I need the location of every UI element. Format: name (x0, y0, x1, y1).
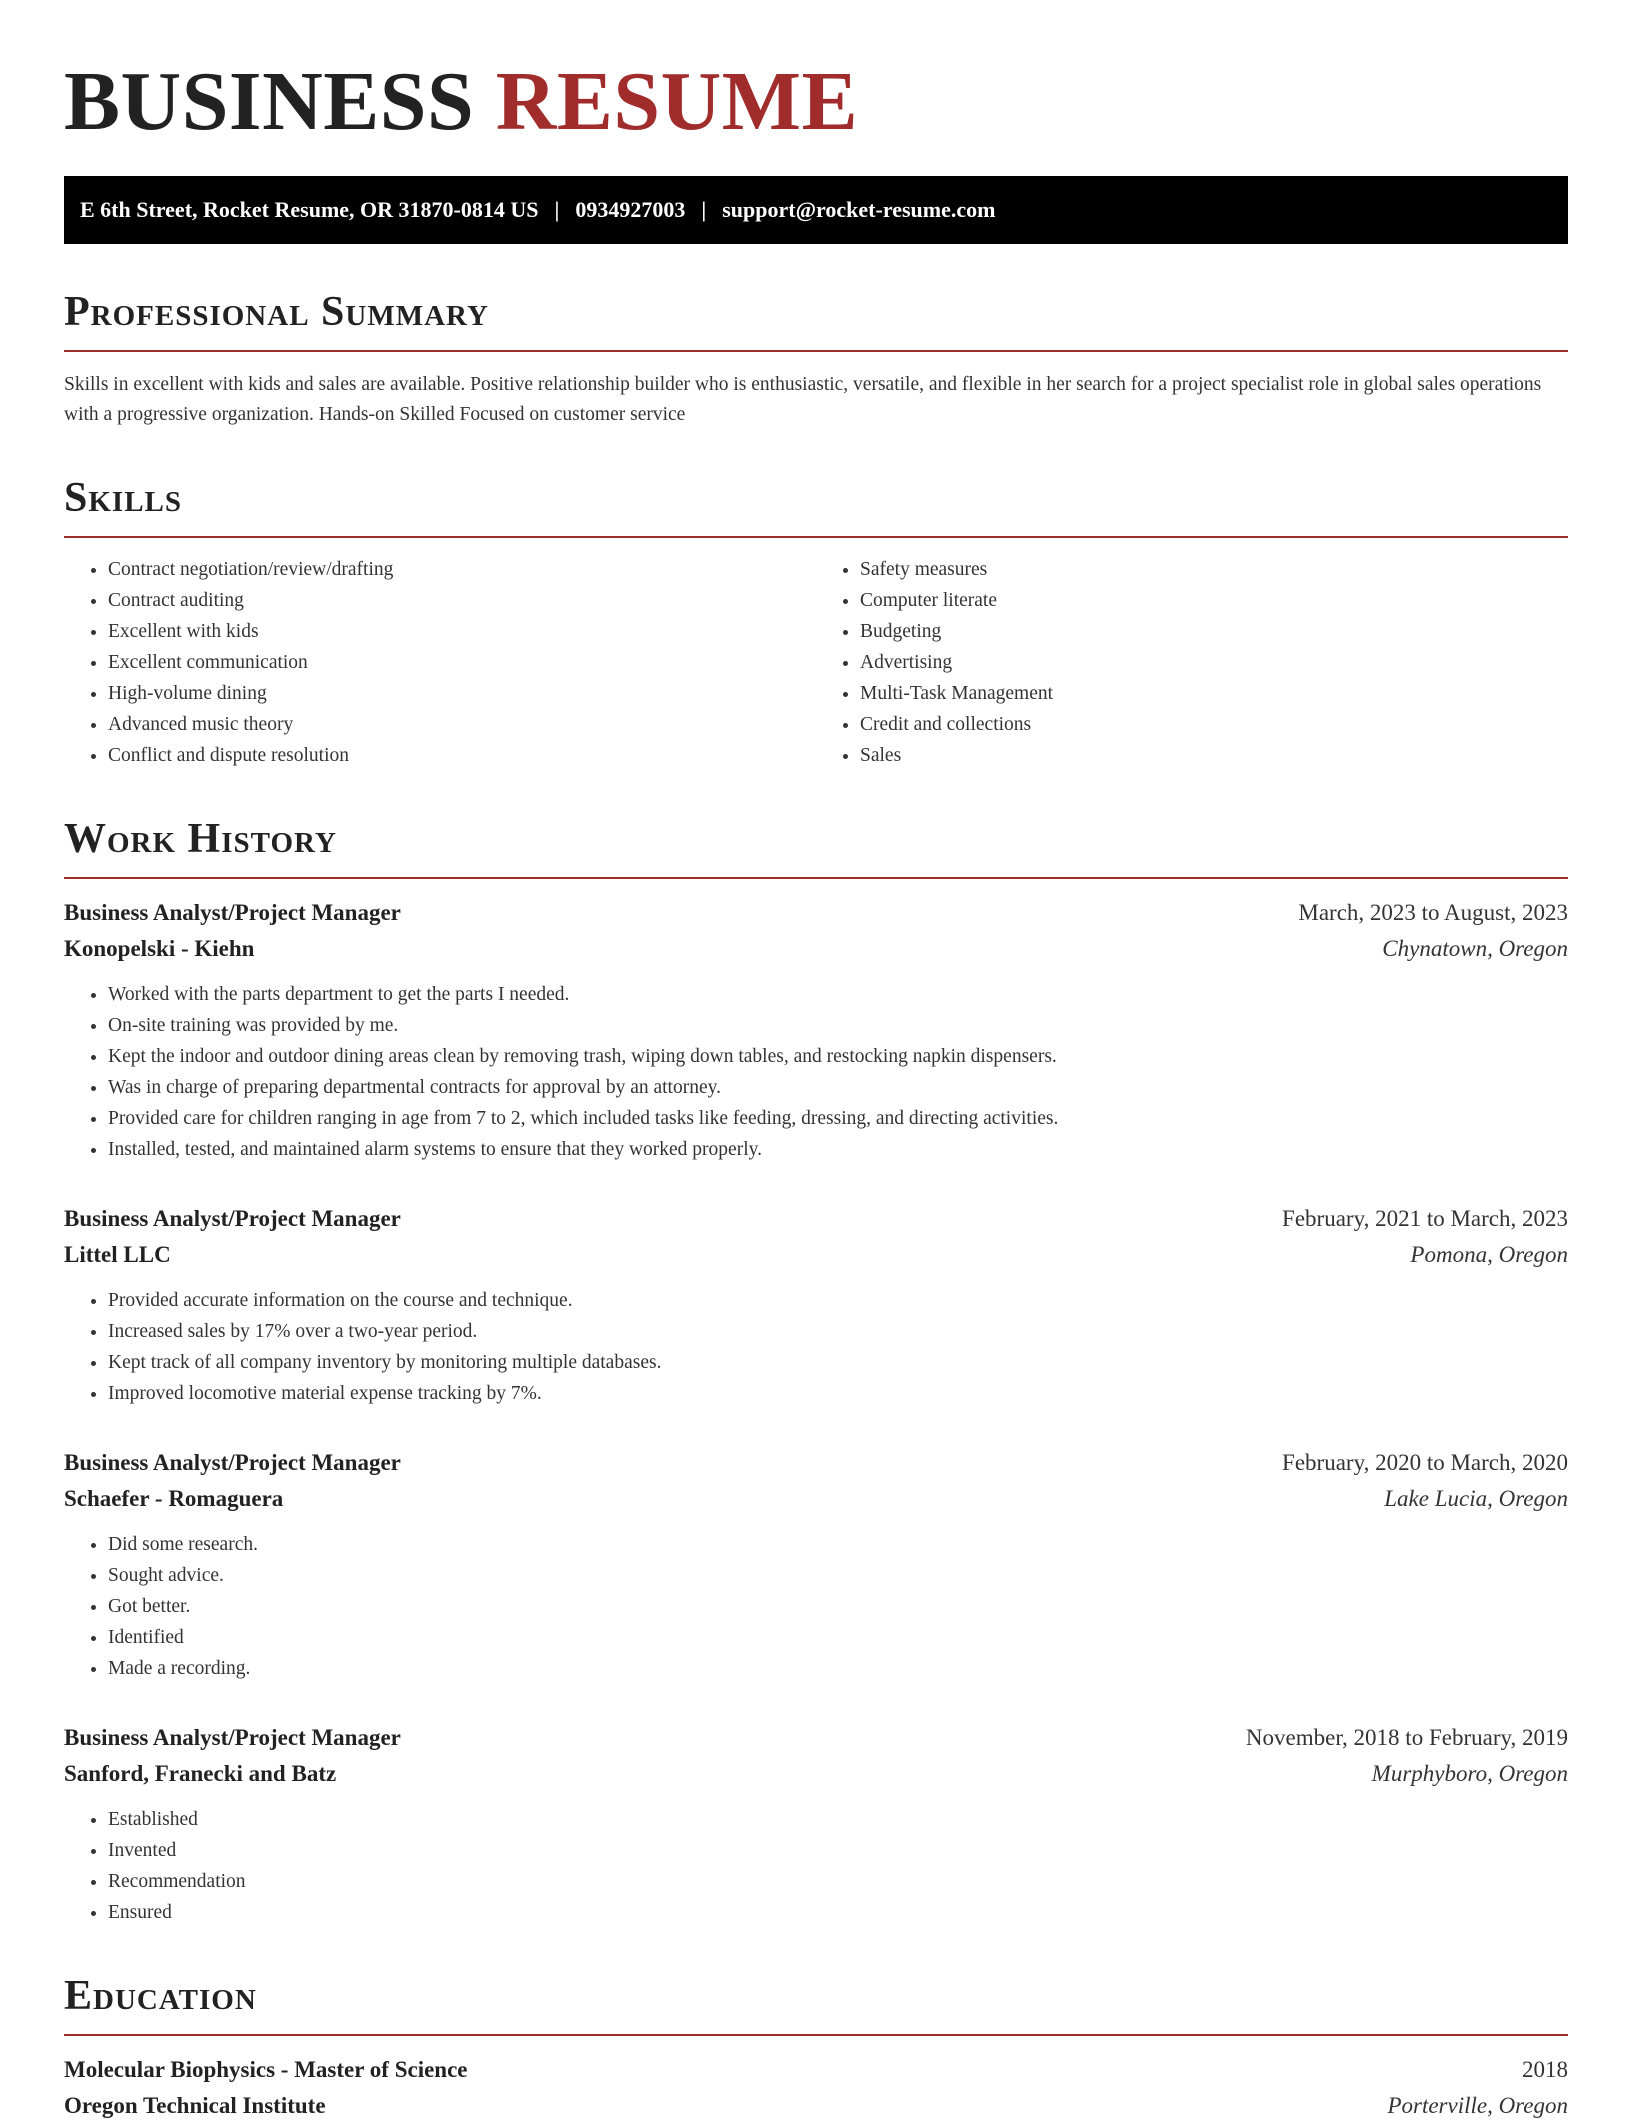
job-bullet: • Was in charge of preparing departmental contracts for approval by an attorney. (108, 1072, 1568, 1103)
job-header-row (64, 895, 1568, 931)
job-company-row (64, 931, 1568, 967)
skills-title: Skills (64, 474, 1568, 538)
job-location: Pomona, Oregon (1410, 1242, 1568, 1267)
contact-separator: | (701, 197, 707, 222)
job-company: Littel LLC (64, 1242, 171, 1267)
job-dates: November, 2018 to February, 2019 (1245, 1725, 1568, 1750)
contact-separator: | (554, 197, 560, 222)
job-header-row (64, 1445, 1568, 1481)
job-company-row (64, 1756, 1568, 1792)
skill-item: • Safety measures (860, 554, 1568, 585)
skill-item: • Contract auditing (108, 585, 816, 616)
job-company: Sanford, Franecki and Batz (64, 1761, 337, 1786)
resume-name (64, 52, 1568, 152)
education-entry (64, 2052, 1568, 2124)
job-role: Business Analyst/Project Manager (64, 900, 401, 925)
job-header-row (64, 1201, 1568, 1237)
job-bullet: • Made a recording. (108, 1653, 1568, 1684)
job-dates: March, 2023 to August, 2023 (1298, 900, 1568, 925)
job-bullet: • Recommendation (108, 1866, 1568, 1897)
skill-item: • Contract negotiation/review/drafting (108, 554, 816, 585)
job-bullet: • On-site training was provided by me. (108, 1010, 1568, 1041)
skill-item: • Advertising (860, 647, 1568, 678)
contact-phone: 0934927003 (575, 197, 686, 222)
job-role: Business Analyst/Project Manager (64, 1725, 401, 1750)
job-dates: February, 2021 to March, 2023 (1282, 1206, 1568, 1231)
contact-email[interactable]: support@rocket-resume.com (722, 197, 996, 222)
summary-title: Professional Summary (64, 288, 1568, 352)
job-role: Business Analyst/Project Manager (64, 1450, 401, 1475)
job-bullet: • Provided care for children ranging in age from 7 to 2, which included tasks like feeding, dressing, and directing activities. (108, 1103, 1568, 1134)
education-title: Education (64, 1972, 1568, 2036)
skills-columns (64, 554, 1568, 771)
job-bullets (64, 1804, 1568, 1928)
skills-section (64, 474, 1568, 771)
education-year: 2018 (1522, 2057, 1568, 2082)
job-entry (64, 1720, 1568, 1928)
skill-item: • High-volume dining (108, 678, 816, 709)
job-location: Chynatown, Oregon (1382, 936, 1568, 961)
job-bullet: • Improved locomotive material expense tracking by 7%. (108, 1378, 1568, 1409)
job-bullet: • Provided accurate information on the course and technique. (108, 1285, 1568, 1316)
skill-item: • Excellent with kids (108, 616, 816, 647)
name-first: BUSINESS (64, 55, 475, 148)
job-bullet: • Ensured (108, 1897, 1568, 1928)
job-entry (64, 1445, 1568, 1684)
skill-item: • Excellent communication (108, 647, 816, 678)
job-company-row (64, 1481, 1568, 1517)
skill-item: • Conflict and dispute resolution (108, 740, 816, 771)
job-bullet: • Got better. (108, 1591, 1568, 1622)
job-bullet: • Invented (108, 1835, 1568, 1866)
skill-item: • Multi-Task Management (860, 678, 1568, 709)
job-bullet: • Installed, tested, and maintained alarm systems to ensure that they worked properly. (108, 1134, 1568, 1165)
contact-bar (64, 176, 1568, 244)
job-entry (64, 1201, 1568, 1409)
job-location: Murphyboro, Oregon (1371, 1761, 1568, 1786)
education-school: Oregon Technical Institute (64, 2093, 326, 2118)
job-bullet: • Did some research. (108, 1529, 1568, 1560)
job-role: Business Analyst/Project Manager (64, 1206, 401, 1231)
job-location: Lake Lucia, Oregon (1384, 1486, 1568, 1511)
work-history-title: Work History (64, 815, 1568, 879)
job-dates: February, 2020 to March, 2020 (1282, 1450, 1568, 1475)
education-header-row (64, 2052, 1568, 2088)
skill-item: • Advanced music theory (108, 709, 816, 740)
skill-item: • Budgeting (860, 616, 1568, 647)
job-header-row (64, 1720, 1568, 1756)
job-bullets (64, 1285, 1568, 1409)
job-entry (64, 895, 1568, 1165)
job-bullet: • Kept track of all company inventory by monitoring multiple databases. (108, 1347, 1568, 1378)
skills-list-left (64, 554, 816, 771)
skill-item: • Sales (860, 740, 1568, 771)
contact-address: E 6th Street, Rocket Resume, OR 31870-0814 US (80, 197, 539, 222)
work-history-section (64, 815, 1568, 1928)
name-last: RESUME (495, 55, 859, 148)
job-bullet: • Kept the indoor and outdoor dining areas clean by removing trash, wiping down tables, and restocking napkin dispensers. (108, 1041, 1568, 1072)
education-school-row (64, 2088, 1568, 2124)
education-location: Porterville, Oregon (1387, 2093, 1568, 2118)
summary-text: Skills in excellent with kids and sales are available. Positive relationship builder who is enthusiastic, versatile, and flexible in her search for a project specialist role in global sales operations with a progressive organization. Hands-on Skilled Focused on customer service (64, 374, 1542, 425)
summary-section (64, 288, 1568, 430)
skill-item: • Computer literate (860, 585, 1568, 616)
job-company-row (64, 1237, 1568, 1273)
job-bullet: • Sought advice. (108, 1560, 1568, 1591)
job-company: Schaefer - Romaguera (64, 1486, 284, 1511)
education-section (64, 1972, 1568, 2124)
education-degree: Molecular Biophysics - Master of Science (64, 2057, 468, 2082)
skill-item: • Credit and collections (860, 709, 1568, 740)
job-bullet: • Increased sales by 17% over a two-year period. (108, 1316, 1568, 1347)
job-bullets (64, 979, 1568, 1165)
job-bullets (64, 1529, 1568, 1684)
skills-list-right (816, 554, 1568, 771)
job-company: Konopelski - Kiehn (64, 936, 255, 961)
job-bullet: • Established (108, 1804, 1568, 1835)
job-bullet: • Worked with the parts department to get the parts I needed. (108, 979, 1568, 1010)
job-bullet: • Identified (108, 1622, 1568, 1653)
